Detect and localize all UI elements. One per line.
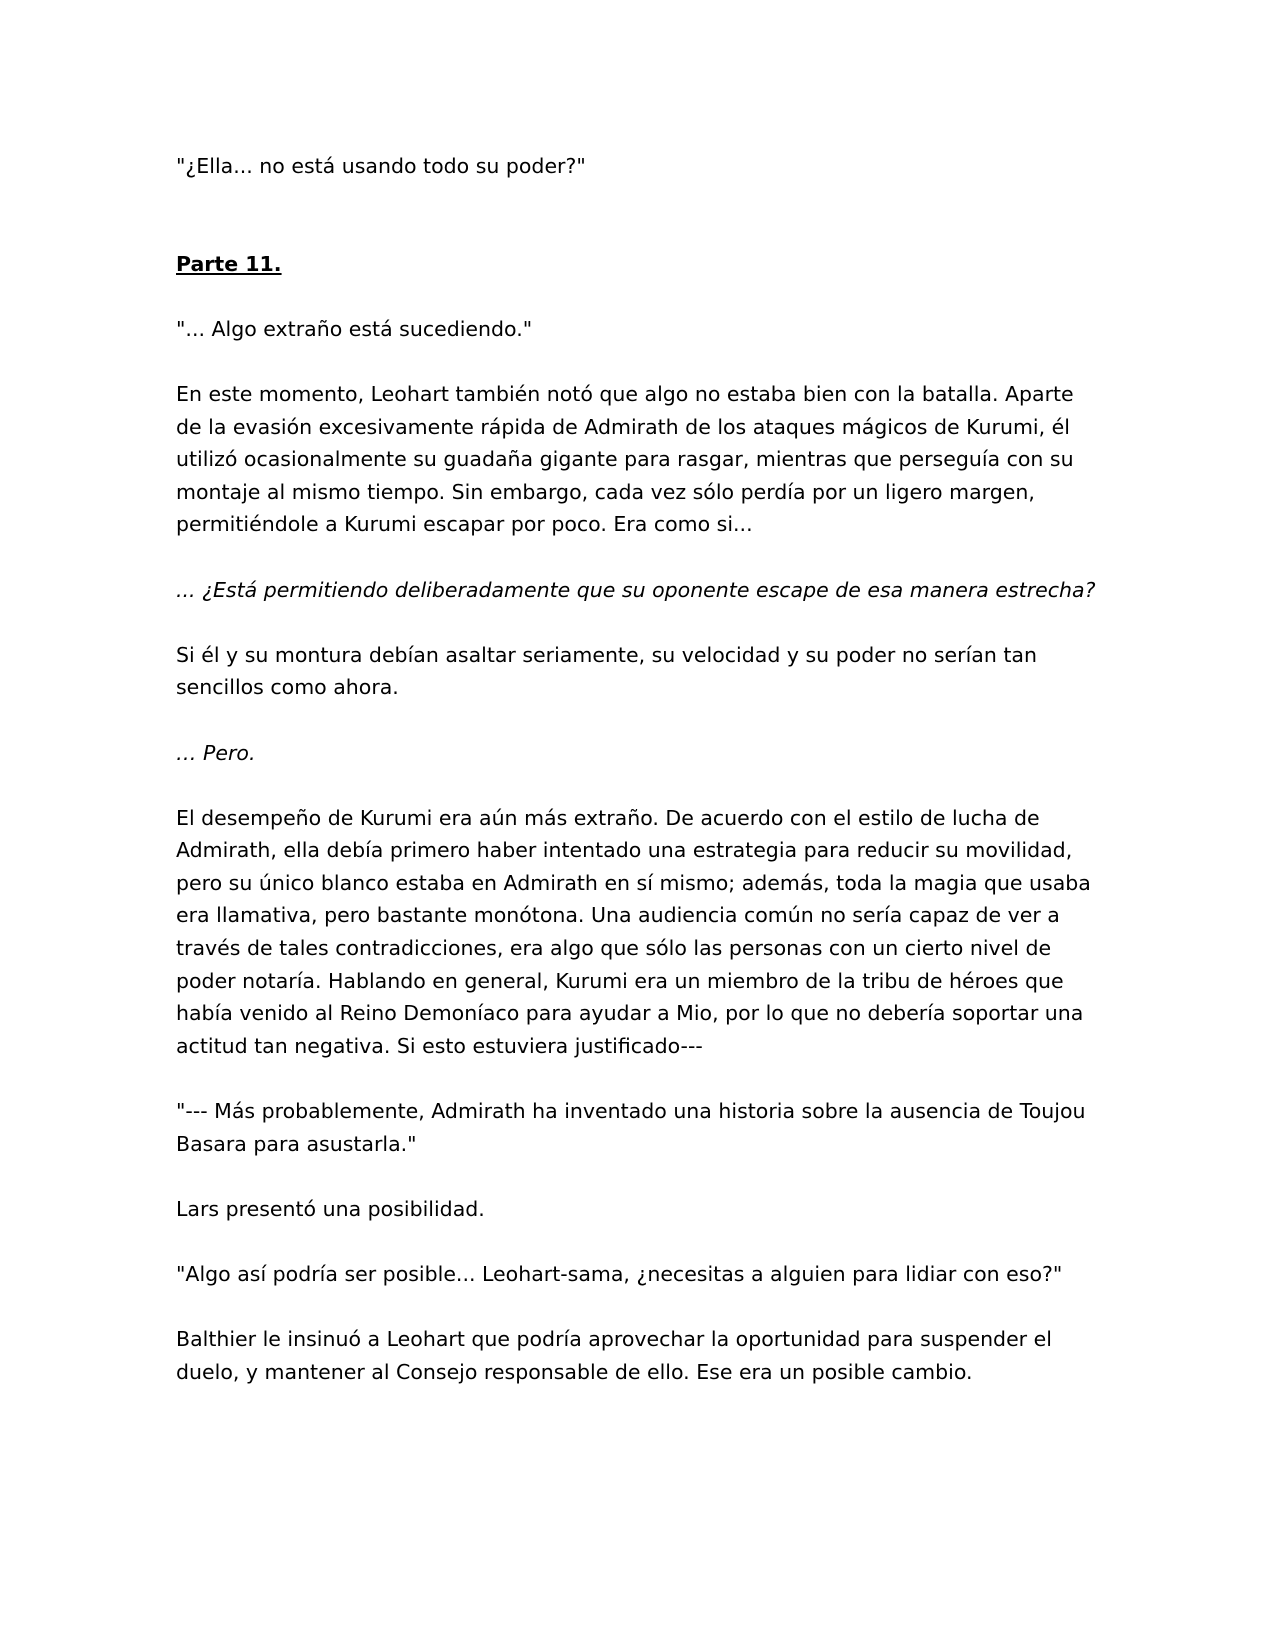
section-heading: Parte 11. <box>176 251 282 276</box>
paragraph-8: Lars presentó una posibilidad. <box>176 1196 485 1221</box>
paragraph-9: "Algo así podría ser posible... Leohart-sama, ¿necesitas a alguien para lidiar con eso?" <box>176 1262 1063 1286</box>
paragraph-10: Balthier le insinuó a Leohart que podría aprovechar la oportunidad para suspender el duelo, y mantener al Consejo responsable de ello. Ese era un posible cambio. <box>176 1327 1052 1384</box>
paragraph-1: "... Algo extraño está sucediendo." <box>176 316 533 341</box>
paragraph-5-italic: … Pero. <box>176 740 256 765</box>
paragraph-4: Si él y su montura debían asaltar seriamente, su velocidad y su poder no serían tan sencillos como ahora. <box>176 642 1037 700</box>
paragraph-6: El desempeño de Kurumi era aún más extraño. De acuerdo con el estilo de lucha de Admirath, ella debía primero haber intentado una estrategia para reducir su movilidad, pero su único blanco estaba en Admirath en sí mismo; además, toda la magia que usaba era llamativa, pero bastante monótona. Una audiencia común no sería capaz de ver a través de tales contradicciones, era algo que sólo las personas con un cierto nivel de poder notaría. Hablando en general, Kurumi era un miembro de la tribu de héroes que había venido al Reino Demoníaco para ayudar a Mio, por lo que no debería soportar una actitud tan negativa. Si esto estuviera justificado--- <box>176 805 1091 1058</box>
document-page <box>176 150 1096 1388</box>
paragraph-3-italic: ... ¿Está permitiendo deliberadamente que su oponente escape de esa manera estrecha? <box>176 577 1096 602</box>
paragraph-2: En este momento, Leohart también notó que algo no estaba bien con la batalla. Aparte de la evasión excesivamente rápida de Admirath de los ataques mágicos de Kurumi, él utilizó ocasionalmente su guadaña gigante para rasgar, mientras que perseguía con su montaje al mismo tiempo. Sin embargo, cada vez sólo perdía por un ligero margen, permitiéndole a Kurumi escapar por poco. Era como si... <box>176 381 1074 537</box>
paragraph-7: "--- Más probablemente, Admirath ha inventado una historia sobre la ausencia de Toujou Basara para asustarla." <box>176 1099 1086 1156</box>
opening-line: "¿Ella... no está usando todo su poder?" <box>176 154 586 178</box>
